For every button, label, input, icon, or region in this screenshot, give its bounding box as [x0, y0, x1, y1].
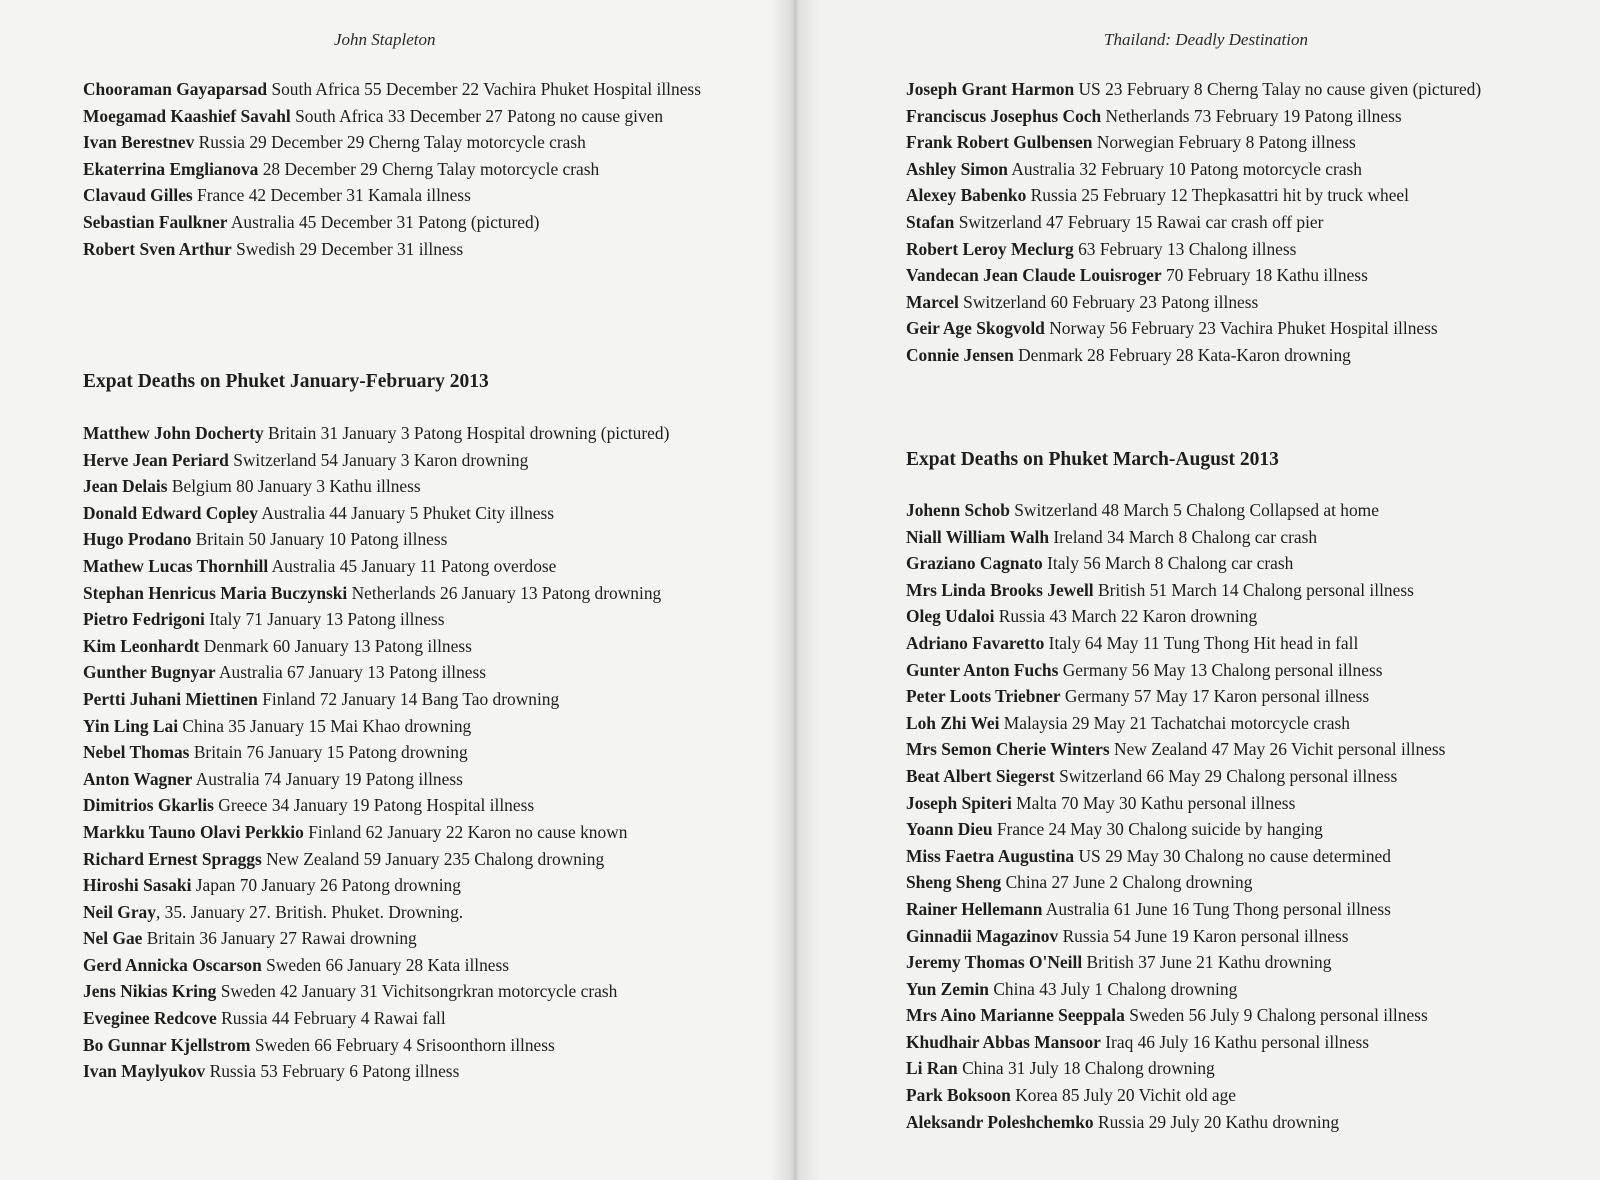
entry-item [83, 899, 706, 926]
entry-details: Britain 36 January 27 Rawai drowning [146, 928, 417, 949]
entry-name: Hugo Prodano [83, 529, 192, 550]
entry-item [906, 843, 1528, 870]
entry-name: Robert Leroy Meclurg [906, 238, 1074, 259]
entry-details: Switzerland 47 February 15 Rawai car crash off pier [958, 211, 1324, 232]
entry-name: Joseph Spiteri [906, 792, 1012, 813]
entry-details: , 35. January 27. British. Phuket. Drowning. [155, 901, 464, 922]
entry-name: Pertti Juhani Miettinen [83, 688, 258, 709]
entry-item [906, 342, 1528, 369]
entry-details: China 35 January 15 Mai Khao drowning [182, 715, 472, 736]
entry-details: Russia 25 February 12 Thepkasattri hit by truck wheel [1030, 185, 1409, 206]
entry-list-mar-aug [906, 497, 1528, 1135]
entry-item [83, 978, 706, 1005]
entry-item [83, 713, 706, 740]
entry-item [83, 1032, 706, 1059]
entry-name: Connie Jensen [906, 344, 1014, 365]
entry-item [83, 236, 706, 263]
entry-name: Rainer Hellemann [906, 898, 1043, 919]
entry-name: Graziano Cagnato [906, 553, 1043, 574]
entry-list-top-right [906, 76, 1528, 369]
entry-details: Italy 56 March 8 Chalong car crash [1047, 553, 1294, 574]
entry-item [906, 182, 1528, 209]
entry-item [83, 633, 706, 660]
entry-name: Beat Albert Siegerst [906, 765, 1055, 786]
entry-name: Alexey Babenko [906, 185, 1027, 206]
entry-name: Herve Jean Periard [83, 449, 229, 470]
entry-details: Russia 43 March 22 Karon drowning [998, 606, 1258, 627]
entry-item [906, 209, 1528, 236]
entry-item [906, 1055, 1528, 1082]
entry-name: Oleg Udaloi [906, 606, 995, 627]
entry-details: Sweden 66 January 28 Kata illness [266, 954, 510, 975]
entry-item [83, 420, 706, 447]
entry-details: Australia 44 January 5 Phuket City illness [261, 502, 555, 523]
entry-name: Sheng Sheng [906, 872, 1002, 893]
entry-item [906, 869, 1528, 896]
entry-details: New Zealand 47 May 26 Vichit personal illness [1114, 739, 1446, 760]
entry-item [83, 447, 706, 474]
entry-item [906, 923, 1528, 950]
running-head-right: Thailand: Deadly Destination [1104, 30, 1308, 49]
entry-name: Mrs Linda Brooks Jewell [906, 579, 1094, 600]
entry-details: 28 December 29 Cherng Talay motorcycle crash [262, 158, 600, 179]
entry-details: China 27 June 2 Chalong drowning [1005, 872, 1253, 893]
entry-name: Yoann Dieu [906, 819, 993, 840]
entry-details: Finland 62 January 22 Karon no cause known [308, 821, 628, 842]
entry-item [906, 896, 1528, 923]
left-page [0, 0, 790, 1180]
entry-item [906, 129, 1528, 156]
entry-item [83, 182, 706, 209]
entry-name: Ashley Simon [906, 158, 1008, 179]
entry-item [906, 976, 1528, 1003]
entry-details: South Africa 33 December 27 Patong no cause given [295, 105, 664, 126]
entry-details: Russia 44 February 4 Rawai fall [221, 1008, 446, 1029]
entry-details: British 37 June 21 Kathu drowning [1086, 952, 1332, 973]
entry-item [906, 289, 1528, 316]
entry-details: Sweden 56 July 9 Chalong personal illness [1129, 1005, 1428, 1026]
entry-details: Switzerland 60 February 23 Patong illness [963, 291, 1259, 312]
entry-name: Aleksandr Poleshchemko [906, 1111, 1094, 1132]
entry-name: Jens Nikias Kring [83, 981, 217, 1002]
entry-details: Britain 31 January 3 Patong Hospital drowning (pictured) [268, 423, 670, 443]
section-title-jan-feb: Expat Deaths on Phuket January-February 2013 [83, 371, 489, 392]
entry-details: China 43 July 1 Chalong drowning [993, 978, 1238, 999]
entry-item [83, 846, 706, 873]
entry-item [83, 686, 706, 713]
entry-details: Finland 72 January 14 Bang Tao drowning [262, 688, 560, 709]
entry-name: Stafan [906, 211, 955, 232]
entry-item [83, 526, 706, 553]
entry-name: Stephan Henricus Maria Buczynski [83, 582, 348, 603]
entry-details: 63 February 13 Chalong illness [1078, 238, 1297, 259]
entry-item [83, 156, 706, 183]
entry-name: Franciscus Josephus Coch [906, 105, 1102, 126]
entry-details: Sweden 66 February 4 Srisoonthorn illness [254, 1034, 555, 1055]
entry-details: Malaysia 29 May 21 Tachatchai motorcycle crash [1003, 712, 1350, 733]
entry-name: Yin Ling Lai [83, 715, 179, 736]
entry-item [83, 952, 706, 979]
entry-name: Niall William Walh [906, 526, 1050, 547]
entry-details: Australia 74 January 19 Patong illness [195, 768, 463, 789]
entry-item [906, 103, 1528, 130]
entry-name: Gunter Anton Fuchs [906, 659, 1059, 680]
entry-item [83, 766, 706, 793]
entry-name: Ginnadii Magazinov [906, 925, 1059, 946]
entry-name: Chooraman Gayaparsad [83, 79, 268, 99]
entry-item [83, 925, 706, 952]
entry-details: Belgium 80 January 3 Kathu illness [171, 476, 421, 497]
entry-name: Mrs Semon Cherie Winters [906, 739, 1110, 760]
entry-name: Mathew Lucas Thornhill [83, 555, 269, 576]
entry-details: Russia 29 July 20 Kathu drowning [1097, 1111, 1340, 1132]
entry-item [83, 1058, 706, 1085]
entry-details: Norwegian February 8 Patong illness [1096, 132, 1356, 153]
entry-details: Australia 61 June 16 Tung Thong personal illness [1045, 898, 1391, 919]
entry-name: Eveginee Redcove [83, 1008, 217, 1029]
entry-item [906, 683, 1528, 710]
entry-item [83, 553, 706, 580]
entry-name: Frank Robert Gulbensen [906, 132, 1093, 153]
entry-details: Italy 71 January 13 Patong illness [209, 609, 445, 630]
entry-name: Pietro Fedrigoni [83, 609, 205, 630]
entry-item [83, 792, 706, 819]
entry-item [83, 606, 706, 633]
entry-details: Switzerland 54 January 3 Karon drowning [233, 449, 529, 470]
entry-details: Iraq 46 July 16 Kathu personal illness [1105, 1031, 1369, 1052]
entry-name: Miss Faetra Augustina [906, 845, 1075, 866]
entry-name: Anton Wagner [83, 768, 193, 789]
entry-item [83, 209, 706, 236]
entry-details: France 24 May 30 Chalong suicide by hanging [996, 819, 1323, 840]
entry-details: Switzerland 66 May 29 Chalong personal illness [1059, 765, 1398, 786]
entry-item [906, 603, 1528, 630]
entry-details: New Zealand 59 January 235 Chalong drowning [266, 848, 605, 869]
entry-item [83, 129, 706, 156]
entry-item [906, 577, 1528, 604]
entry-name: Moegamad Kaashief Savahl [83, 105, 291, 126]
entry-details: Russia 54 June 19 Karon personal illness [1062, 925, 1349, 946]
entry-details: France 42 December 31 Kamala illness [197, 185, 471, 206]
entry-details: China 31 July 18 Chalong drowning [962, 1058, 1215, 1079]
entry-details: 70 February 18 Kathu illness [1165, 265, 1368, 286]
entry-name: Geir Age Skogvold [906, 318, 1045, 339]
entry-item [906, 1109, 1528, 1136]
entry-item [906, 630, 1528, 657]
entry-name: Khudhair Abbas Mansoor [906, 1031, 1101, 1052]
entry-item [906, 1029, 1528, 1056]
entry-details: Russia 29 December 29 Cherng Talay motorcycle crash [198, 132, 586, 153]
entry-name: Sebastian Faulkner [83, 211, 228, 232]
entry-item [83, 1005, 706, 1032]
entry-details: Britain 50 January 10 Patong illness [195, 529, 448, 550]
entry-name: Park Boksoon [906, 1085, 1011, 1106]
entry-details: Australia 45 January 11 Patong overdose [271, 555, 557, 576]
entry-item [83, 473, 706, 500]
entry-item [83, 659, 706, 686]
entry-item [906, 657, 1528, 684]
entry-name: Nebel Thomas [83, 742, 190, 763]
entry-item [906, 1082, 1528, 1109]
entry-details: South Africa 55 December 22 Vachira Phuket Hospital illness [271, 79, 701, 99]
entry-details: British 51 March 14 Chalong personal illness [1097, 579, 1414, 600]
entry-details: Britain 76 January 15 Patong drowning [193, 742, 468, 763]
entry-name: Bo Gunnar Kjellstrom [83, 1034, 251, 1055]
entry-name: Li Ran [906, 1058, 958, 1079]
entry-item [83, 819, 706, 846]
entry-details: Denmark 60 January 13 Patong illness [203, 635, 472, 656]
entry-name: Ivan Berestnev [83, 132, 195, 153]
entry-item [906, 710, 1528, 737]
entry-details: Ireland 34 March 8 Chalong car crash [1053, 526, 1318, 547]
entry-item [906, 763, 1528, 790]
entry-details: Germany 57 May 17 Karon personal illness [1064, 686, 1370, 707]
entry-details: Australia 67 January 13 Patong illness [218, 662, 487, 683]
entry-details: Italy 64 May 11 Tung Thong Hit head in fall [1048, 632, 1359, 653]
entry-item [906, 790, 1528, 817]
entry-item [906, 524, 1528, 551]
entry-item [83, 739, 706, 766]
entry-details: Sweden 42 January 31 Vichitsongrkran motorcycle crash [220, 981, 618, 1002]
entry-name: Yun Zemin [906, 978, 989, 999]
entry-list-jan-feb [83, 420, 706, 1085]
entry-item [906, 156, 1528, 183]
entry-item [83, 580, 706, 607]
entry-details: Denmark 28 February 28 Kata-Karon drowning [1018, 344, 1351, 365]
entry-item [906, 816, 1528, 843]
section-title-mar-aug: Expat Deaths on Phuket March-August 2013 [906, 449, 1279, 470]
entry-details: Germany 56 May 13 Chalong personal illness [1062, 659, 1383, 680]
entry-details: Malta 70 May 30 Kathu personal illness [1016, 792, 1296, 813]
entry-name: Matthew John Docherty [83, 423, 264, 443]
entry-details: Australia 32 February 10 Patong motorcycle crash [1011, 158, 1362, 179]
entry-details: Greece 34 January 19 Patong Hospital illness [218, 795, 535, 816]
entry-details: Switzerland 48 March 5 Chalong Collapsed at home [1014, 500, 1379, 520]
entry-name: Loh Zhi Wei [906, 712, 1000, 733]
entry-name: Markku Tauno Olavi Perkkio [83, 821, 304, 842]
entry-name: Donald Edward Copley [83, 502, 258, 523]
entry-details: Netherlands 73 February 19 Patong illness [1105, 105, 1402, 126]
entry-name: Gerd Annicka Oscarson [83, 954, 262, 975]
entry-item [83, 103, 706, 130]
entry-details: Russia 53 February 6 Patong illness [209, 1061, 460, 1082]
entry-name: Kim Leonhardt [83, 635, 200, 656]
entry-name: Marcel [906, 291, 959, 312]
entry-details: Netherlands 26 January 13 Patong drowning [351, 582, 662, 603]
entry-name: Jeremy Thomas O'Neill [906, 952, 1083, 973]
entry-name: Ekaterrina Emglianova [83, 158, 259, 179]
entry-details: US 29 May 30 Chalong no cause determined [1078, 845, 1391, 866]
running-head-left: John Stapleton [334, 30, 436, 49]
entry-item [906, 550, 1528, 577]
entry-item [906, 315, 1528, 342]
entry-name: Adriano Favaretto [906, 632, 1045, 653]
entry-name: Jean Delais [83, 476, 168, 497]
entry-name: Robert Sven Arthur [83, 238, 232, 259]
entry-details: US 23 February 8 Cherng Talay no cause given (pictured) [1078, 79, 1482, 99]
entry-name: Johenn Schob [906, 500, 1010, 520]
entry-item [906, 76, 1528, 103]
entry-item [83, 872, 706, 899]
entry-details: Japan 70 January 26 Patong drowning [195, 875, 461, 896]
entry-name: Joseph Grant Harmon [906, 79, 1075, 99]
entry-details: Swedish 29 December 31 illness [236, 238, 464, 259]
entry-name: Nel Gae [83, 928, 143, 949]
entry-details: Norway 56 February 23 Vachira Phuket Hospital illness [1049, 318, 1438, 339]
entry-name: Vandecan Jean Claude Louisroger [906, 265, 1162, 286]
entry-details: Australia 45 December 31 Patong (pictured) [230, 211, 540, 232]
entry-item [906, 736, 1528, 763]
entry-item [83, 76, 706, 103]
entry-name: Hiroshi Sasaki [83, 875, 192, 896]
entry-item [906, 949, 1528, 976]
entry-name: Clavaud Gilles [83, 185, 193, 206]
entry-name: Neil Gray [83, 901, 156, 922]
entry-name: Dimitrios Gkarlis [83, 795, 214, 816]
right-page [790, 0, 1600, 1180]
entry-item [906, 262, 1528, 289]
entry-item [906, 1002, 1528, 1029]
entry-name: Mrs Aino Marianne Seeppala [906, 1005, 1125, 1026]
entry-item [906, 236, 1528, 263]
entry-name: Gunther Bugnyar [83, 662, 216, 683]
entry-item [83, 500, 706, 527]
entry-item [906, 497, 1528, 524]
entry-name: Ivan Maylyukov [83, 1061, 206, 1082]
entry-name: Richard Ernest Spraggs [83, 848, 262, 869]
entry-name: Peter Loots Triebner [906, 686, 1061, 707]
entry-list-top-left [83, 76, 706, 262]
entry-details: Korea 85 July 20 Vichit old age [1015, 1085, 1237, 1106]
